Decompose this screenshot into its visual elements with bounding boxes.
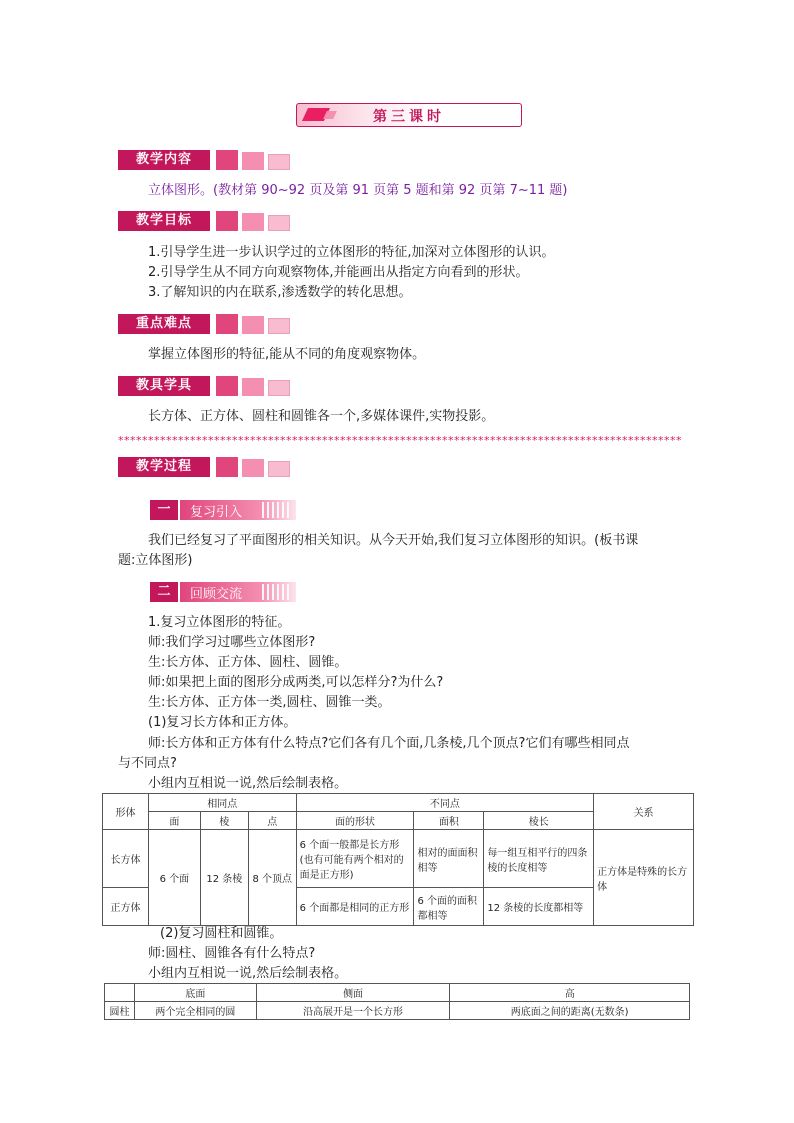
table-cell: 6 个面一般都是长方形(也有可能有两个相对的面是正方形) <box>296 830 414 888</box>
paragraph-line: 我们已经复习了平面图形的相关知识。从今天开始,我们复习立体图形的知识。(板书课 <box>148 533 639 548</box>
section-label: 重点难点 <box>118 314 210 334</box>
lesson-title <box>296 103 522 127</box>
decor-square-icon <box>216 376 238 396</box>
paragraph-line: 生:长方体、正方体一类,圆柱、圆锥一类。 <box>148 695 391 710</box>
paragraph-line: 小组内互相说一说,然后绘制表格。 <box>148 776 348 791</box>
table-cell: 正方体 <box>103 888 149 926</box>
subsection-bar <box>180 500 296 520</box>
lesson-title-text: 第三课时 <box>373 109 445 125</box>
decor-square-icon <box>216 150 238 170</box>
goal-item: 1.引导学生进一步认识学过的立体图形的特征,加深对立体图形的认识。 <box>148 245 555 260</box>
paragraph-line: (1)复习长方体和正方体。 <box>148 715 297 730</box>
table-cell: 两底面之间的距离(无数条) <box>450 1002 690 1020</box>
table-cuboid-cube <box>102 793 694 926</box>
paragraph-line: 师:如果把上面的图形分成两类,可以怎样分?为什么? <box>148 675 444 690</box>
decor-square-icon <box>242 213 264 231</box>
key-points-text: 掌握立体图形的特征,能从不同的角度观察物体。 <box>148 347 426 362</box>
table-cell: 6 个面都是相同的正方形 <box>296 888 414 926</box>
section-label: 教学过程 <box>118 457 210 477</box>
table-cell: 8 个顶点 <box>248 830 296 926</box>
header-cell: 底面 <box>134 984 256 1002</box>
table-cell: 正方体是特殊的长方体 <box>594 830 694 926</box>
goal-item: 2.引导学生从不同方向观察物体,并能画出从指定方向看到的形状。 <box>148 265 529 280</box>
decor-square-icon <box>268 461 290 477</box>
paragraph-line: 师:我们学习过哪些立体图形? <box>148 635 316 650</box>
table-cell: 沿高展开是一个长方形 <box>256 1002 450 1020</box>
subsection-number: 二 <box>150 582 178 602</box>
decor-square-icon <box>242 316 264 334</box>
header-cell: 关系 <box>594 794 694 830</box>
paragraph-line: 小组内互相说一说,然后绘制表格。 <box>148 966 348 981</box>
section-label: 教学目标 <box>118 211 210 231</box>
section-label: 教具学具 <box>118 376 210 396</box>
table-cell: 6 个面 <box>148 830 200 926</box>
header-cell: 不同点 <box>296 794 593 812</box>
decor-square-icon <box>216 211 238 231</box>
paragraph-line: 师:长方体和正方体有什么特点?它们各有几个面,几条棱,几个顶点?它们有哪些相同点 <box>148 736 630 751</box>
tools-text: 长方体、正方体、圆柱和圆锥各一个,多媒体课件,实物投影。 <box>148 409 495 424</box>
paragraph-line: (2)复习圆柱和圆锥。 <box>160 926 283 941</box>
header-cell: 棱长 <box>484 812 594 830</box>
paragraph-line: 题:立体图形) <box>118 553 193 568</box>
table-cell: 12 条棱的长度都相等 <box>484 888 594 926</box>
subsection-number: 一 <box>150 500 178 520</box>
decor-square-icon <box>268 380 290 396</box>
table-cell: 6 个面的面积都相等 <box>414 888 484 926</box>
table-cell: 相对的面面积相等 <box>414 830 484 888</box>
header-cell: 面积 <box>414 812 484 830</box>
header-cell: 棱 <box>200 812 248 830</box>
table-cell: 每一组互相平行的四条棱的长度相等 <box>484 830 594 888</box>
star-divider: ********************************************************************************************** <box>118 434 682 447</box>
table-cell: 12 条棱 <box>200 830 248 926</box>
header-cell: 侧面 <box>256 984 450 1002</box>
decor-square-icon <box>268 215 290 231</box>
header-cell: 相同点 <box>148 794 296 812</box>
subsection-bar <box>180 582 296 602</box>
paragraph-line: 师:圆柱、圆锥各有什么特点? <box>148 946 316 961</box>
header-cell: 面的形状 <box>296 812 414 830</box>
table-cell: 圆柱 <box>105 1002 135 1020</box>
subsection-title: 复习引入 <box>190 505 243 520</box>
decor-stripes-icon <box>262 584 292 600</box>
decor-square-icon <box>242 152 264 170</box>
paragraph-line: 1.复习立体图形的特征。 <box>148 615 291 630</box>
header-cell: 形体 <box>103 794 149 830</box>
goal-item: 3.了解知识的内在联系,渗透数学的转化思想。 <box>148 285 412 300</box>
subsection-title: 回顾交流 <box>190 587 243 602</box>
subsection-header-review-intro <box>150 500 296 520</box>
decor-square-icon <box>242 378 264 396</box>
subsection-header-review-exchange <box>150 582 296 602</box>
decor-square-icon <box>268 318 290 334</box>
table-cell: 两个完全相同的圆 <box>134 1002 256 1020</box>
decor-stripes-icon <box>262 502 292 518</box>
table-cell: 长方体 <box>103 830 149 888</box>
paragraph-line: 与不同点? <box>118 756 177 771</box>
section-label: 教学内容 <box>118 150 210 170</box>
content-text: 立体图形。(教材第 90~92 页及第 91 页第 5 题和第 92 页第 7~11 题) <box>148 183 568 198</box>
header-cell: 点 <box>248 812 296 830</box>
decor-square-icon <box>268 154 290 170</box>
decor-square-icon <box>216 457 238 477</box>
table-cylinder-cone <box>104 983 690 1020</box>
header-cell <box>105 984 135 1002</box>
header-cell: 高 <box>450 984 690 1002</box>
header-cell: 面 <box>148 812 200 830</box>
paragraph-line: 生:长方体、正方体、圆柱、圆锥。 <box>148 655 348 670</box>
decor-square-icon <box>216 314 238 334</box>
decor-square-icon <box>242 459 264 477</box>
